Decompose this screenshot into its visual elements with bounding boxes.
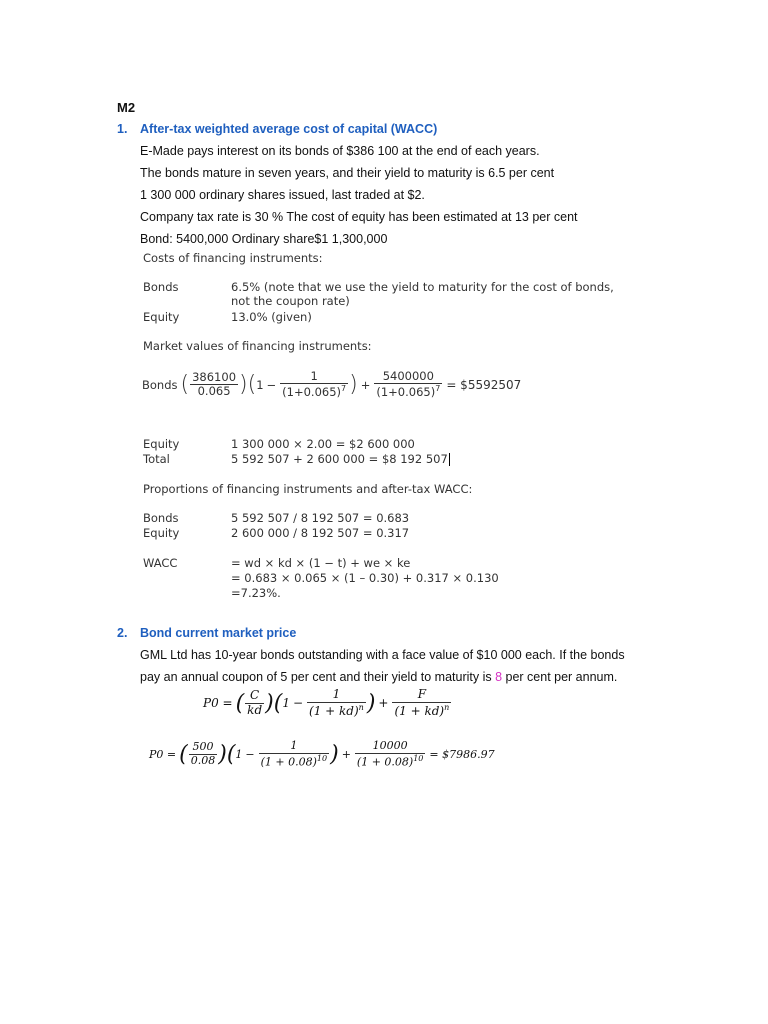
q2-title: Bond current market price xyxy=(140,626,297,640)
proportions-heading: Proportions of financing instruments and after-tax WACC: xyxy=(143,482,473,496)
bonds-prop-value: 5 592 507 / 8 192 507 = 0.683 xyxy=(231,511,410,525)
calc-lhs: P0 = xyxy=(149,747,177,761)
q1-title: After-tax weighted average cost of capital (WACC) xyxy=(140,122,438,136)
formula-f: F xyxy=(392,688,451,703)
section-label: M2 xyxy=(117,100,136,115)
calc-num3: 10000 xyxy=(355,740,425,754)
q1-number: 1. xyxy=(117,122,128,136)
formula-one: 1 xyxy=(282,696,290,711)
q1-line-5: Bond: 5400,000 Ordinary share$1 1,300,000 xyxy=(140,232,388,246)
formula-exp1: n xyxy=(358,702,364,712)
total-mv-text: 5 592 507 + 2 600 000 = $8 192 507 xyxy=(231,452,448,466)
q2-number: 2. xyxy=(117,626,128,640)
bonds-eq-den2: (1+0.065) xyxy=(282,385,342,400)
calc-den1: 0.08 xyxy=(190,753,216,767)
bonds-eq-exp2: 7 xyxy=(435,384,441,394)
q1-line-4: Company tax rate is 30 % The cost of equity has been estimated at 13 per cent xyxy=(140,210,578,224)
q1-line-3: 1 300 000 ordinary shares issued, last traded at $2. xyxy=(140,188,425,202)
calc-one: 1 xyxy=(235,747,243,761)
bonds-cost-line1: 6.5% (note that we use the yield to maturity for the cost of bonds, xyxy=(231,280,614,294)
equity-mv-value: 1 300 000 × 2.00 = $2 600 000 xyxy=(231,437,415,451)
equity-cost-value: 13.0% (given) xyxy=(231,310,312,324)
bond-price-formula: P0 = ( $\frac{C}{kd}$ ) ( 1 − $\frac{1}{(1 + kd)^n}$ ) + $\frac{F}{(1 + kd)^n}$ xyxy=(203,687,450,718)
wacc-result: =7.23%. xyxy=(231,586,281,600)
calc-exp2: 10 xyxy=(413,753,424,763)
equity-prop-label: Equity xyxy=(143,526,180,540)
bonds-eq-num3: 5400000 xyxy=(374,370,442,384)
formula-exp2: n xyxy=(444,702,450,712)
calc-den2: (1 + 0.08) xyxy=(260,755,317,769)
costs-heading: Costs of financing instruments: xyxy=(143,251,323,265)
q2-line-2 xyxy=(140,670,617,684)
wacc-substitution: = 0.683 × 0.065 × (1 – 0.30) + 0.317 × 0.130 xyxy=(231,571,499,585)
q2-line-1: GML Ltd has 10-year bonds outstanding with a face value of $10 000 each. If the bonds xyxy=(140,648,625,662)
q2-highlight-value: 8 xyxy=(495,670,503,684)
formula-den2: (1 + kd) xyxy=(394,703,445,718)
text-cursor xyxy=(449,453,450,466)
wacc-label: WACC xyxy=(143,556,178,570)
calc-result: = $7986.97 xyxy=(429,747,495,761)
formula-lhs: P0 = xyxy=(203,696,233,711)
bonds-eq-label: Bonds xyxy=(142,377,178,392)
equity-cost-label: Equity xyxy=(143,310,180,324)
calc-den3: (1 + 0.08) xyxy=(356,755,414,769)
bonds-cost-line2: not the coupon rate) xyxy=(231,294,350,308)
bonds-eq-num1: 386100 xyxy=(192,369,237,384)
equity-prop-value: 2 600 000 / 8 192 507 = 0.317 xyxy=(231,526,410,540)
q2-line-2-pre: pay an annual coupon of 5 per cent and their yield to maturity is xyxy=(140,670,496,684)
calc-exp1: 10 xyxy=(316,753,328,763)
bonds-eq-den1: 0.065 xyxy=(197,384,231,399)
bonds-eq-result: = $5592507 xyxy=(446,377,522,392)
q1-solution-image xyxy=(130,248,614,608)
q1-line-2: The bonds mature in seven years, and their yield to maturity is 6.5 per cent xyxy=(140,166,555,180)
bonds-eq-exp1: 7 xyxy=(341,384,347,394)
q2-line-2-post: per cent per annum. xyxy=(502,670,618,684)
bonds-eq-den3: (1+0.065) xyxy=(376,385,436,400)
formula-kd: kd xyxy=(247,702,263,717)
bonds-eq-one: 1 xyxy=(256,377,264,392)
bonds-cost-label: Bonds xyxy=(143,280,179,294)
total-mv-value xyxy=(231,452,450,466)
q1-line-1: E-Made pays interest on its bonds of $386 100 at the end of each years. xyxy=(140,144,540,158)
calc-num1: 500 xyxy=(189,741,218,755)
equity-mv-label: Equity xyxy=(143,437,180,451)
bonds-market-value-equation: Bonds ( $\frac{386100}{0.065}$ ) ( 1 − $\frac{1}{(1+0.065)^7}$ ) + $\frac{5400000}{(1+0.065)^7}$ = $5592507 xyxy=(142,369,522,400)
total-mv-label: Total xyxy=(143,452,170,466)
bond-price-calculation: P0 = ( $\frac{500}{0.08}$ ) ( 1 − $\frac{1}{(1 + 0.08)^{10}}$ ) + $\frac{10000}{(1 + 0.08)^{10}}$ = $7986.97 xyxy=(149,739,495,769)
market-values-heading: Market values of financing instruments: xyxy=(143,339,372,353)
bonds-prop-label: Bonds xyxy=(143,511,179,525)
formula-c: C xyxy=(245,689,264,704)
wacc-formula: = wd × kd × (1 − t) + we × ke xyxy=(231,556,411,570)
formula-den1: (1 + kd) xyxy=(309,703,359,718)
